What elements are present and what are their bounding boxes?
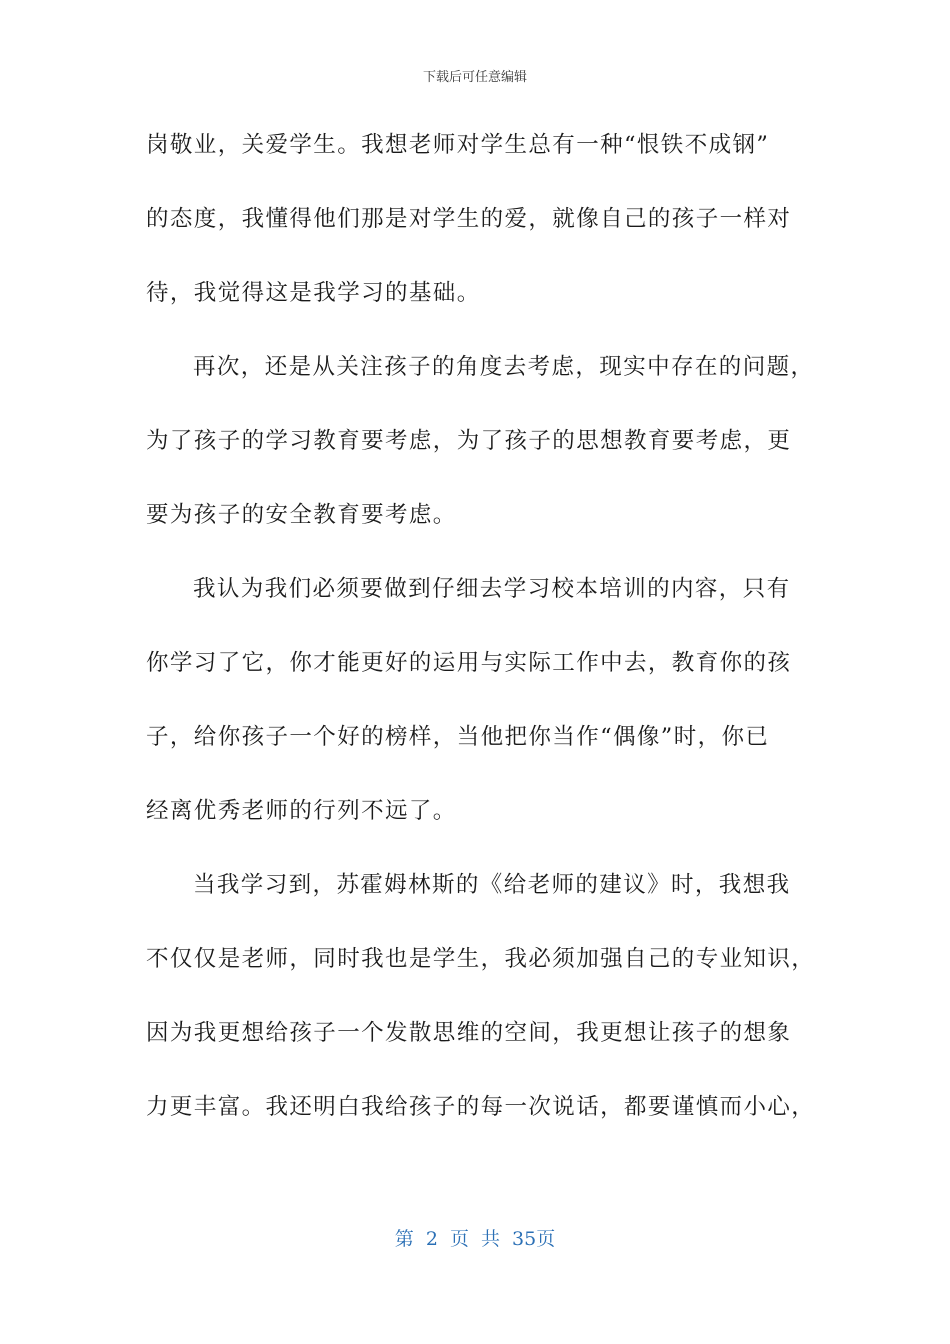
text-line: 力更丰富。我还明白我给孩子的每一次说话，都要谨慎而小心，	[146, 1094, 816, 1120]
text-line: 的态度，我懂得他们那是对学生的爱，就像自己的孩子一样对	[146, 206, 792, 232]
text-line: 为了孩子的学习教育要考虑，为了孩子的思想教育要考虑，更	[146, 428, 792, 454]
text-line: 要为孩子的安全教育要考虑。	[146, 502, 457, 528]
paragraph-first-line: 我认为我们必须要做到仔细去学习校本培训的内容，只有	[193, 576, 791, 602]
text-line: 子，给你孩子一个好的榜样，当他把你当作“偶像”时，你已	[146, 724, 770, 750]
paragraph-first-line: 当我学习到，苏霍姆林斯的《给老师的建议》时，我想我	[193, 872, 791, 898]
text-line: 你学习了它，你才能更好的运用与实际工作中去，教育你的孩	[146, 650, 792, 676]
text-line: 不仅仅是老师，同时我也是学生，我必须加强自己的专业知识，	[146, 946, 816, 972]
text-line: 因为我更想给孩子一个发散思维的空间，我更想让孩子的想象	[146, 1020, 792, 1046]
text-line: 待，我觉得这是我学习的基础。	[146, 280, 481, 306]
document-body	[146, 108, 816, 1144]
page-number-footer: 第 2 页 共 35页	[394, 1228, 556, 1250]
text-line: 岗敬业，关爱学生。我想老师对学生总有一种“恨铁不成钢”	[146, 132, 770, 158]
paragraph-first-line: 再次，还是从关注孩子的角度去考虑，现实中存在的问题，	[193, 354, 815, 380]
page-header: 下载后可任意编辑	[422, 70, 527, 85]
text-line: 经离优秀老师的行列不远了。	[146, 798, 457, 824]
